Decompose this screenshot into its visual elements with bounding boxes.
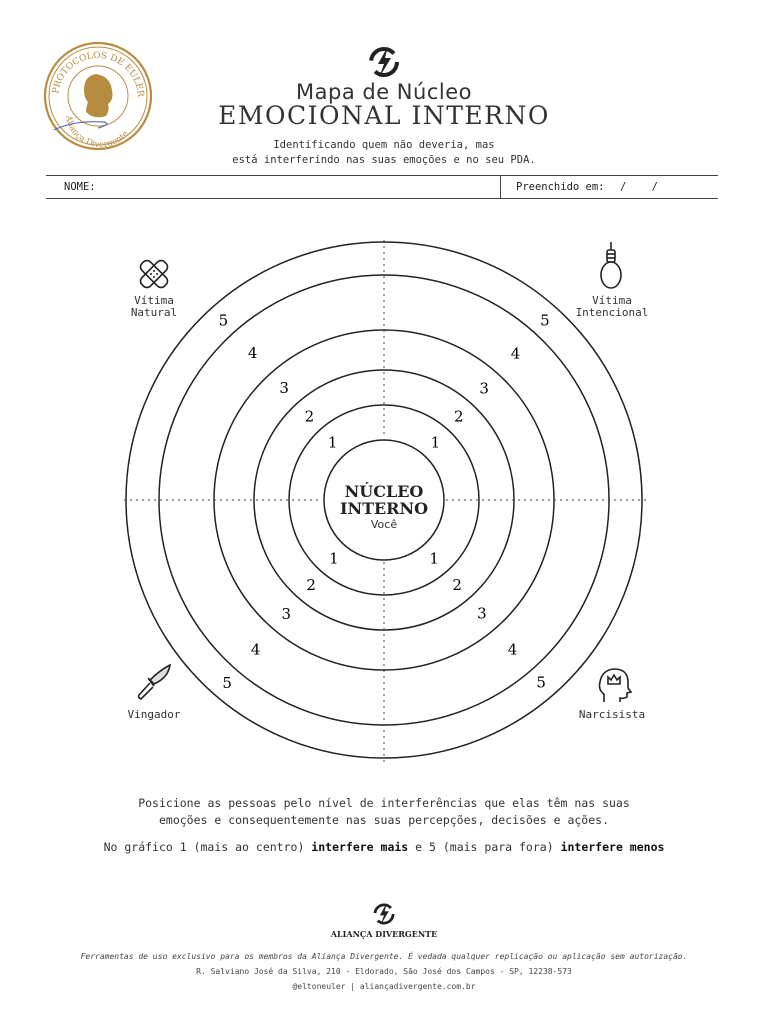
ring-level-label-upper-left-3: 3 [279, 379, 289, 398]
seal-text-top: PROTOCOLOS DE EULER [51, 50, 146, 98]
ring-level-label-upper-left-5: 5 [218, 311, 229, 330]
footer-logo-icon [370, 900, 398, 928]
ring-level-label-upper-left-4: 4 [247, 344, 258, 363]
subtitle-line1: Identificando quem não deveria, mas [273, 139, 495, 151]
ring-level-label-lower-right-5: 5 [536, 673, 546, 692]
page-title-line1: Mapa de Núcleo [296, 80, 472, 104]
ring-level-label-lower-right-3: 3 [477, 604, 487, 623]
footer-contact[interactable]: @eltoneuler | aliançadivergente.com.br [292, 982, 476, 991]
quadrant-label-narcissist: Narcisista [578, 708, 646, 721]
instructions-line3-pre: No gráfico 1 (mais ao centro) [103, 840, 312, 854]
footer-disclaimer: Ferramentas de uso exclusivo para os membros da Aliança Divergente. É vedada qualquer replicação ou aplicação sem autorização. [80, 952, 688, 961]
quadrant-label-victim-natural-1: Vítima [134, 294, 174, 307]
ring-level-label-lower-right-4: 4 [507, 640, 518, 659]
quadrant-label-victim-intentional-2: Intencional [575, 306, 649, 319]
ring-level-label-lower-left-4: 4 [250, 640, 261, 659]
footer-address: R. Salviano José da Silva, 210 - Eldorado, São José dos Campos - SP, 12238-573 [196, 967, 572, 976]
ring-level-label-upper-right-2: 2 [454, 407, 464, 426]
instructions-line1: Posicione as pessoas pelo nível de interferências que elas têm nas suas [138, 796, 630, 810]
ring-level-label-lower-right-2: 2 [452, 575, 462, 594]
instructions-line3 [64, 839, 704, 856]
brand-logo-icon [364, 42, 404, 82]
ring-level-label-upper-right-1: 1 [430, 433, 441, 452]
quadrant-label-avenger: Vingador [127, 708, 181, 721]
name-field[interactable] [104, 177, 496, 197]
instructions-line2: emoções e consequentemente nas suas percepções, decisões e ações. [158, 813, 610, 827]
knife-icon [134, 662, 174, 702]
ring-level-label-upper-right-4: 4 [510, 344, 521, 363]
ring-level-label-lower-left-1: 1 [329, 549, 339, 568]
ring-level-label-lower-right-1: 1 [429, 549, 439, 568]
svg-text:Aliança Divergente [63, 114, 131, 150]
core-title-line1: NÚCLEO [344, 482, 424, 501]
ring-level-label-lower-left-3: 3 [281, 604, 292, 623]
name-field-label: NOME: [64, 181, 96, 193]
ring-level-label-upper-left-2: 2 [304, 407, 315, 426]
instructions-line3-mid: e 5 (mais para fora) [408, 840, 561, 854]
noose-icon [594, 242, 628, 292]
form-top-rule [46, 175, 718, 176]
subtitle-line2: está interferindo nas suas emoções e no seu PDA. [232, 154, 536, 166]
ring-level-label-lower-left-5: 5 [222, 673, 232, 692]
ring-level-label-upper-right-5: 5 [540, 311, 550, 330]
bandage-icon [135, 255, 173, 293]
portrait-icon [84, 74, 113, 117]
crowned-head-icon [594, 664, 634, 704]
seal-text-bottom: Aliança Divergente [63, 114, 131, 150]
footer-brand: ALIANÇA DIVERGENTE [330, 929, 438, 939]
seal-stamp [36, 40, 160, 150]
instructions-emphasis-more: interfere mais [311, 840, 409, 854]
ring-level-label-upper-right-3: 3 [479, 379, 489, 398]
ring-level-label-upper-left-1: 1 [327, 433, 338, 452]
quadrant-label-victim-natural-2: Natural [130, 306, 178, 319]
date-field-label: Preenchido em: [516, 181, 605, 193]
core-subtitle: Você [370, 518, 398, 531]
date-field[interactable]: / / [620, 181, 658, 193]
form-bottom-rule [46, 198, 718, 199]
seal-emblem [36, 40, 160, 150]
footer-line1 [24, 949, 744, 964]
quadrant-label-victim-intentional-1: Vítima [592, 294, 632, 307]
instructions-emphasis-less: interfere menos [560, 840, 665, 854]
form-divider [500, 175, 501, 198]
core-title-line2: INTERNO [339, 499, 429, 518]
ring-level-label-lower-left-2: 2 [306, 576, 316, 594]
page-title-line2: EMOCIONAL INTERNO [218, 101, 550, 130]
